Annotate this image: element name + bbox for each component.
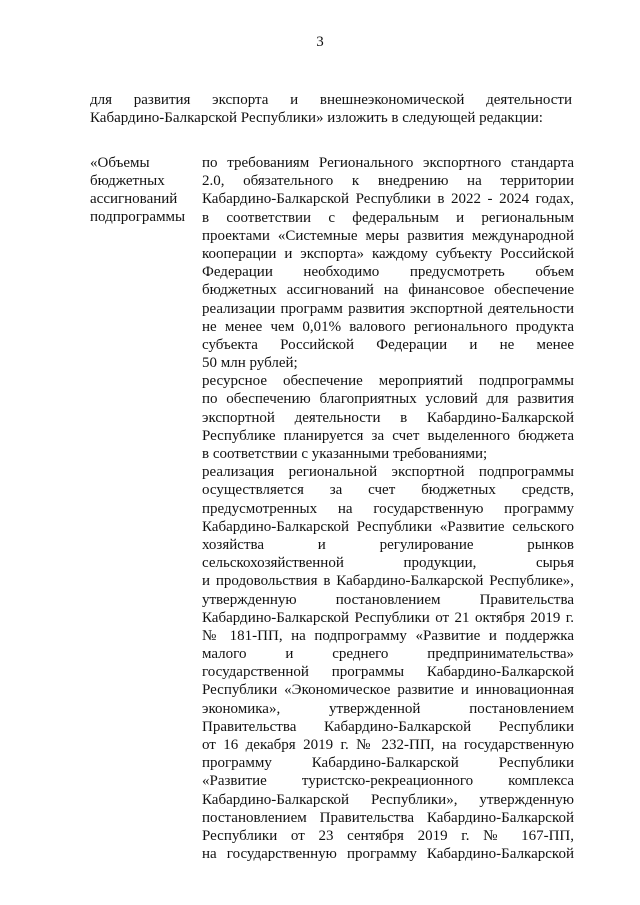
content-line: осуществляется за счет бюджетных средств,: [202, 482, 574, 499]
content-line: по требованиям Регионального экспортного стандарта: [202, 155, 574, 171]
content-line: Республики «Экономическое развитие и инновационная: [202, 682, 574, 699]
content-line: на государственную программу Кабардино-Балкарской: [202, 846, 574, 863]
content-line: реализации программ развития экспортной деятельности: [202, 300, 574, 317]
content-line: 50 млн рублей;: [202, 355, 298, 372]
content-line: Кабардино-Балкарской Республики в 2022 - 2024 годах,: [202, 191, 574, 208]
content-line: по обеспечению благоприятных условий для развития: [202, 391, 574, 408]
content-line: экспортной деятельности в Кабардино-Балкарской: [202, 409, 574, 426]
content-line: программу Кабардино-Балкарской Республики: [202, 755, 574, 772]
content-line: Республике планируется за счет выделенного бюджета: [202, 427, 574, 444]
content-line: реализация региональной экспортной подпрограммы: [202, 464, 574, 481]
content-line: экономика», утвержденной постановлением: [202, 700, 574, 717]
label-line: бюджетных: [90, 173, 165, 189]
content-line: в соответствии с указанными требованиями;: [202, 446, 488, 462]
content-line: Федерации необходимо предусмотреть объем: [202, 264, 574, 281]
content-line: Республики от 23 сентября 2019 г. № 167-ПП,: [202, 827, 574, 844]
content-line: ресурсное обеспечение мероприятий подпрограммы: [202, 373, 574, 390]
content-line: государственной программы Кабардино-Балкарской: [202, 664, 574, 681]
content-line: № 181-ПП, на подпрограмму «Развитие и поддержка: [202, 627, 574, 644]
intro-line: для развития экспорта и внешнеэкономической деятельности: [90, 92, 572, 108]
content-line: постановлением Правительства Кабардино-Балкарской: [202, 809, 574, 826]
page-number: 3: [316, 34, 324, 50]
intro-paragraph: [90, 91, 572, 127]
content-line: сельскохозяйственной продукции, сырья: [202, 555, 574, 572]
label-line: подпрограммы: [90, 209, 186, 225]
content-line: от 16 декабря 2019 г. № 232-ПП, на государственную: [202, 737, 574, 753]
content-line: Кабардино-Балкарской Республики от 21 октября 2019 г.: [202, 609, 574, 626]
content-line: в соответствии с федеральным и региональным: [202, 209, 574, 226]
intro-line: Кабардино-Балкарской Республики» изложить в следующей редакции:: [90, 110, 543, 126]
content-line: 2.0, обязательного к внедрению на территории: [202, 173, 574, 190]
label-line: «Объемы: [90, 155, 150, 171]
content-line: бюджетных ассигнований на финансовое обеспечение: [202, 282, 574, 299]
content-line: проектами «Системные меры развития международной: [202, 227, 574, 244]
content-line: малого и среднего предпринимательства»: [202, 646, 574, 663]
content-line: «Развитие туристско-рекреационного комплекса: [202, 773, 574, 790]
content-line: субъекта Российской Федерации и не менее: [202, 336, 574, 353]
content-line: хозяйства и регулирование рынков: [202, 536, 574, 553]
content-line: утвержденную постановлением Правительства: [202, 591, 574, 608]
content-line: Кабардино-Балкарской Республики», утвержденную: [202, 791, 574, 808]
content-line: не менее чем 0,01% валового регионального продукта: [202, 318, 574, 335]
content-line: Правительства Кабардино-Балкарской Республики: [202, 718, 574, 735]
label-line: ассигнований: [90, 191, 178, 207]
content-line: и продовольствия в Кабардино-Балкарской Республике»,: [202, 573, 574, 590]
table-label-cell: [90, 154, 200, 226]
content-line: Кабардино-Балкарской Республики «Развитие сельского: [202, 518, 574, 535]
table-content-cell: [202, 154, 574, 863]
content-line: кооперации и экспорта» каждому субъекту Российской: [202, 245, 574, 262]
content-line: предусмотренных на государственную программу: [202, 500, 574, 517]
